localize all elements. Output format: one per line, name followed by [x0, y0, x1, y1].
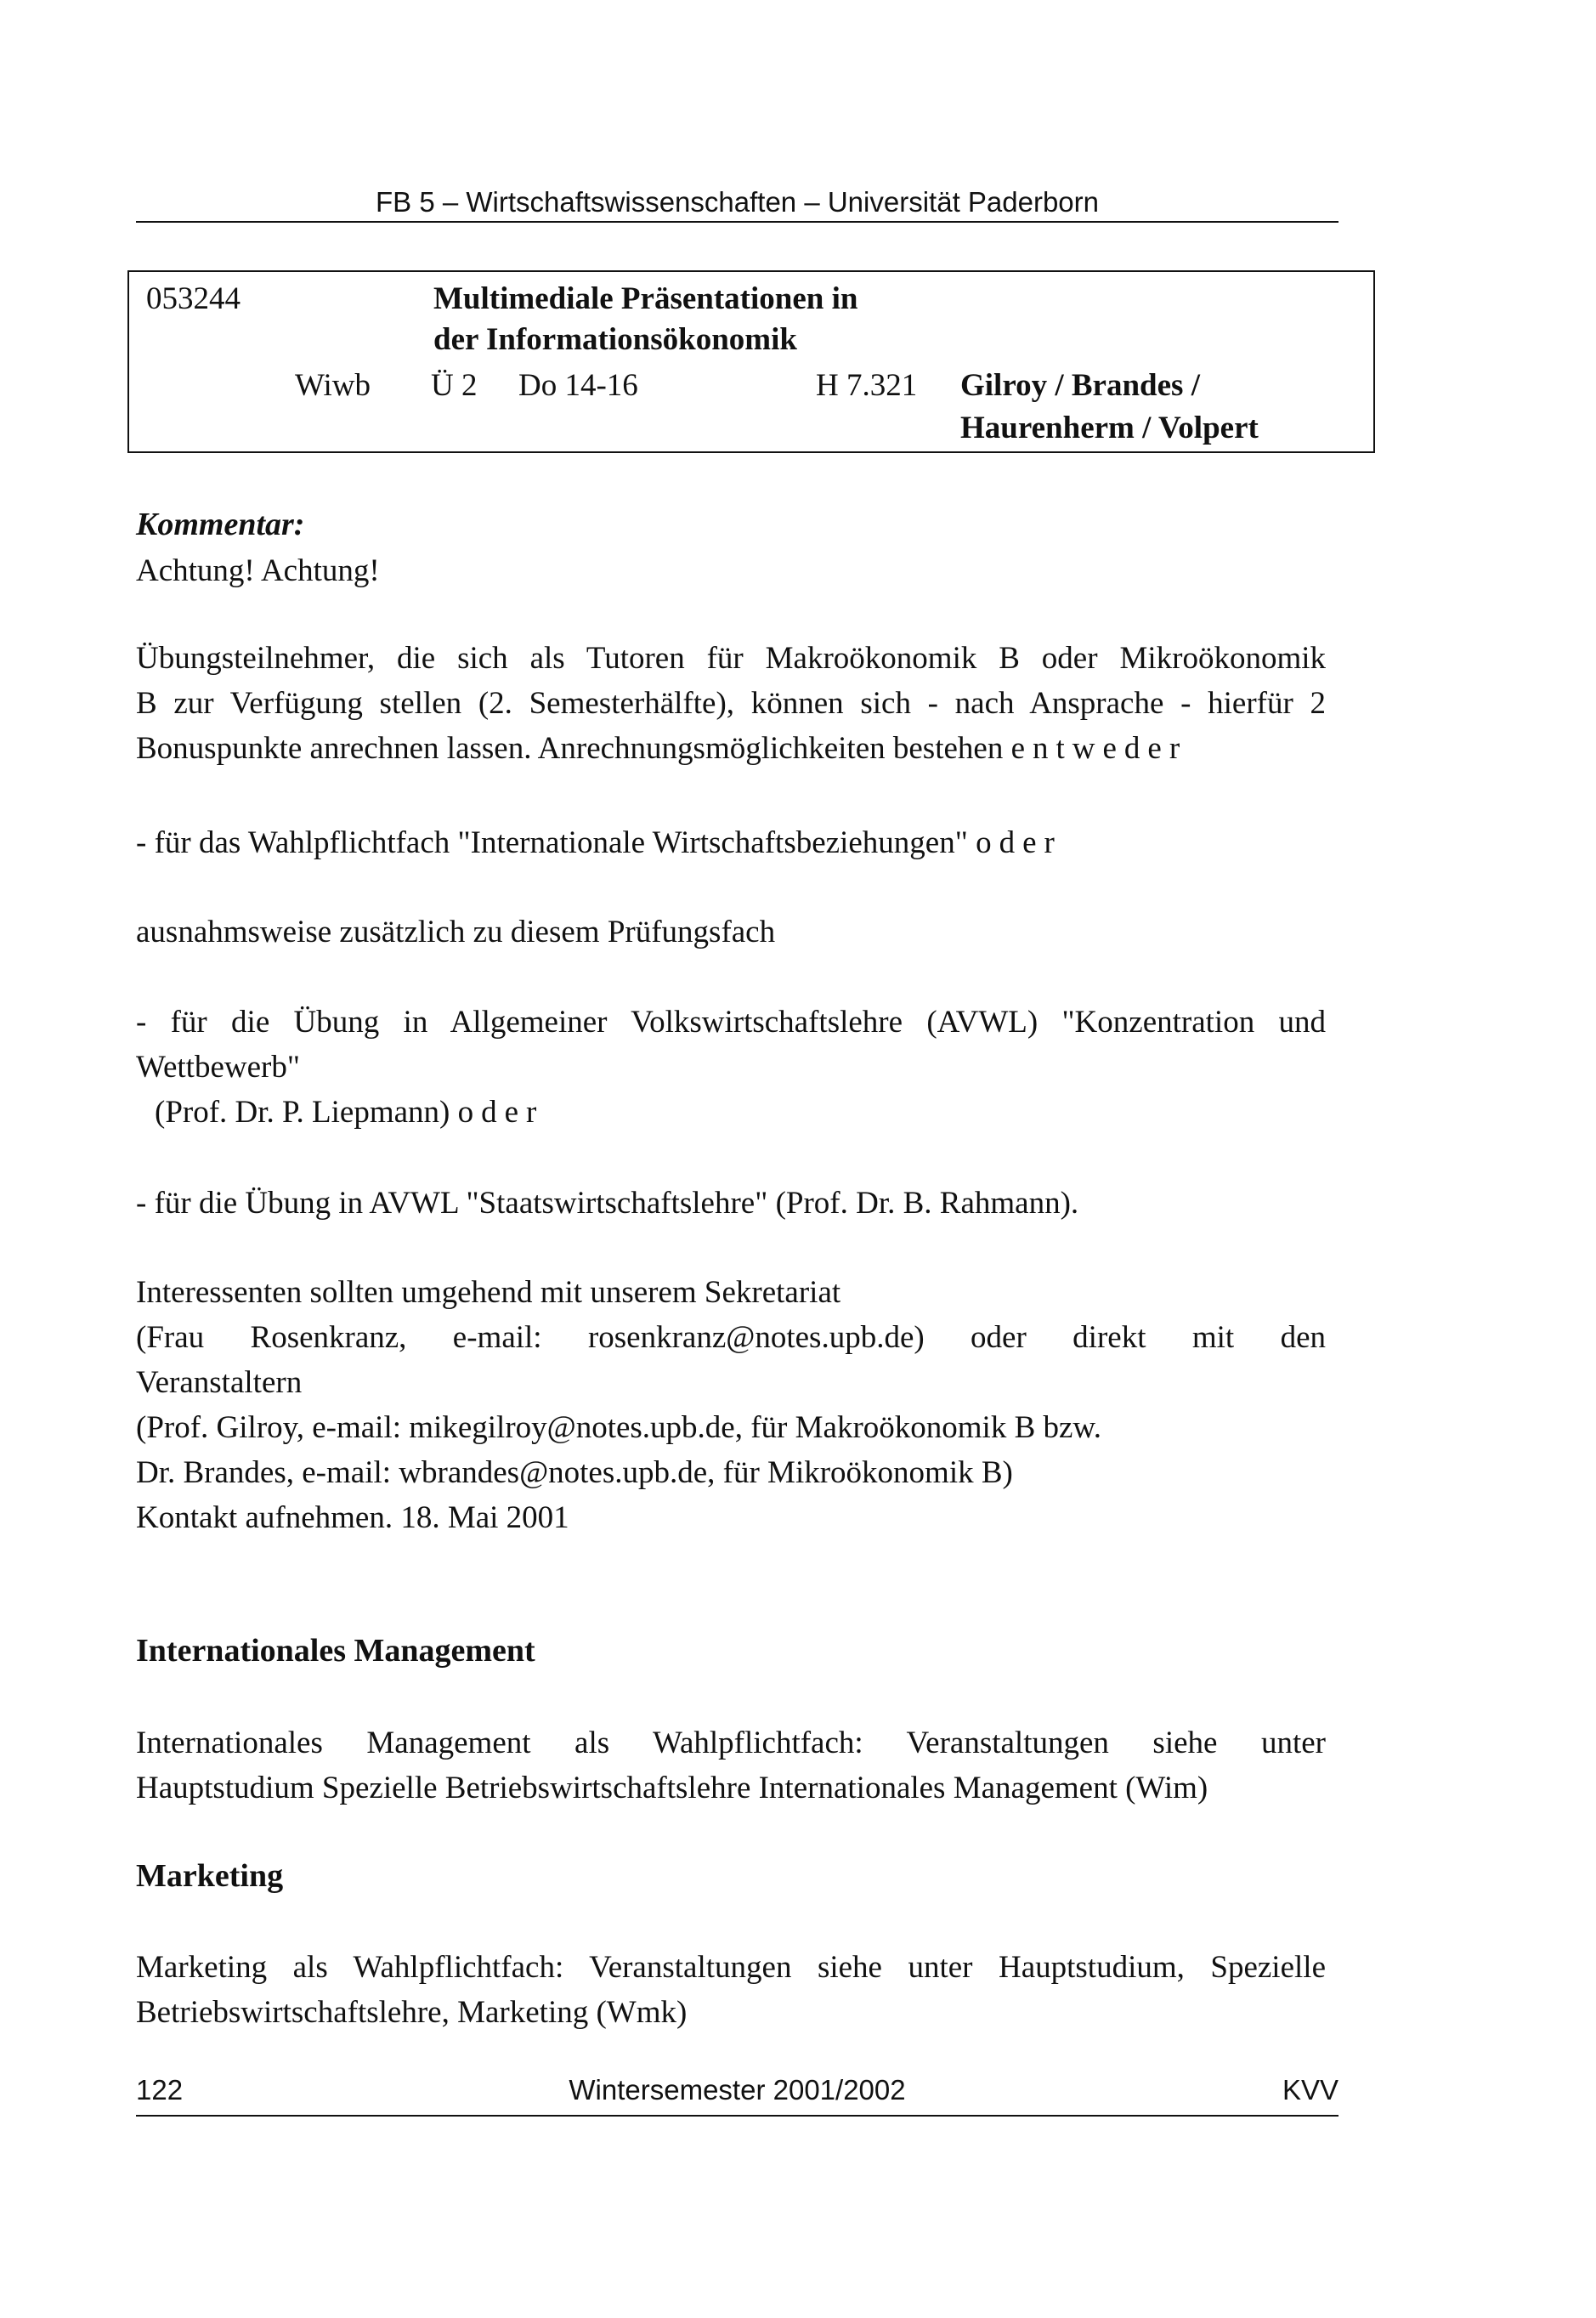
course-room: H 7.321 [816, 368, 918, 403]
header-rule [136, 221, 1338, 223]
course-number: 053244 [146, 281, 241, 316]
option-2-line-3: (Prof. Dr. P. Liepmann) [155, 1095, 450, 1130]
footer-semester: Wintersemester 2001/2002 [569, 2074, 906, 2105]
section-line-2: Betriebswirtschaftslehre, Marketing (Wmk) [136, 1995, 688, 2030]
exception-note [136, 910, 1326, 955]
intro-paragraph [136, 636, 1326, 771]
course-title-line1: Multimediale Präsentationen in [433, 281, 858, 316]
course-lecturers-line1: Gilroy / Brandes / [960, 368, 1200, 403]
comment-heading: Kommentar: [136, 507, 305, 542]
page-number: 122 [136, 2074, 184, 2105]
course-title-line2: der Informationsökonomik [433, 322, 797, 357]
section-line-2: Hauptstudium Spezielle Betriebswirtschaftslehre Internationales Management (Wim) [136, 1771, 1208, 1805]
intro-line-3 [136, 726, 1326, 771]
footer-rule [136, 2115, 1338, 2117]
exception-line: ausnahmsweise zusätzlich zu diesem Prüfungsfach [136, 915, 776, 949]
contact-line-3: Veranstaltern [136, 1365, 303, 1400]
course-box [127, 270, 1375, 453]
option-1-text: - für das Wahlpflichtfach "Internationale Wirtschaftsbeziehungen" [136, 825, 968, 860]
intro-line-2: B zur Verfügung stellen (2. Semesterhälfte), können sich - nach Ansprache - hierfür 2 [136, 686, 1326, 721]
section-text-international-management [136, 1720, 1326, 1811]
contact-line-5: Dr. Brandes, e-mail: wbrandes@notes.upb.de, für Mikroökonomik B) [136, 1455, 1013, 1490]
contact-line-1: Interessenten sollten umgehend mit unserem Sekretariat [136, 1275, 841, 1310]
course-type: Ü 2 [431, 368, 478, 403]
intro-line-1: Übungsteilnehmer, die sich als Tutoren für Makroökonomik B oder Mikroökonomik [136, 641, 1326, 676]
option-2-line-2: Wettbewerb" [136, 1050, 300, 1085]
section-line-1: Internationales Management als Wahlpflichtfach: Veranstaltungen siehe unter [136, 1726, 1326, 1760]
option-2 [136, 1000, 1326, 1135]
section-line-1: Marketing als Wahlpflichtfach: Veranstaltungen siehe unter Hauptstudium, Spezielle [136, 1950, 1326, 1985]
option-1 [136, 820, 1326, 865]
course-category: Wiwb [295, 368, 371, 403]
option-2-line-1: - für die Übung in Allgemeiner Volkswirtschaftslehre (AVWL) "Konzentration und [136, 1005, 1326, 1040]
contact-paragraph [136, 1270, 1326, 1540]
section-text-marketing [136, 1945, 1326, 2035]
option-3 [136, 1181, 1326, 1226]
contact-line-2: (Frau Rosenkranz, e-mail: rosenkranz@notes.upb.de) oder direkt mit den [136, 1320, 1326, 1355]
intro-line-3a: Bonuspunkte anrechnen lassen. Anrechnungsmöglichkeiten bestehen [136, 731, 1004, 766]
entweder-word: entweder [1010, 731, 1188, 766]
contact-line-4: (Prof. Gilroy, e-mail: mikegilroy@notes.upb.de, für Makroökonomik B bzw. [136, 1410, 1101, 1445]
course-time: Do 14-16 [518, 368, 638, 403]
page-footer [136, 2074, 1338, 2115]
section-title-marketing: Marketing [136, 1858, 284, 1894]
option-3-line: - für die Übung in AVWL "Staatswirtschaftslehre" (Prof. Dr. B. Rahmann). [136, 1186, 1079, 1221]
section-title-international-management: Internationales Management [136, 1633, 535, 1669]
oder-word-1: oder [976, 825, 1062, 860]
attention-text [136, 548, 1326, 593]
footer-abbreviation: KVV [1282, 2074, 1338, 2105]
attention-line: Achtung! Achtung! [136, 553, 380, 588]
oder-word-2: oder [457, 1095, 545, 1130]
course-lecturers-line2: Haurenherm / Volpert [960, 411, 1259, 445]
contact-line-6: Kontakt aufnehmen. 18. Mai 2001 [136, 1500, 569, 1535]
page-header: FB 5 – Wirtschaftswissenschaften – Universität Paderborn [375, 186, 1100, 218]
